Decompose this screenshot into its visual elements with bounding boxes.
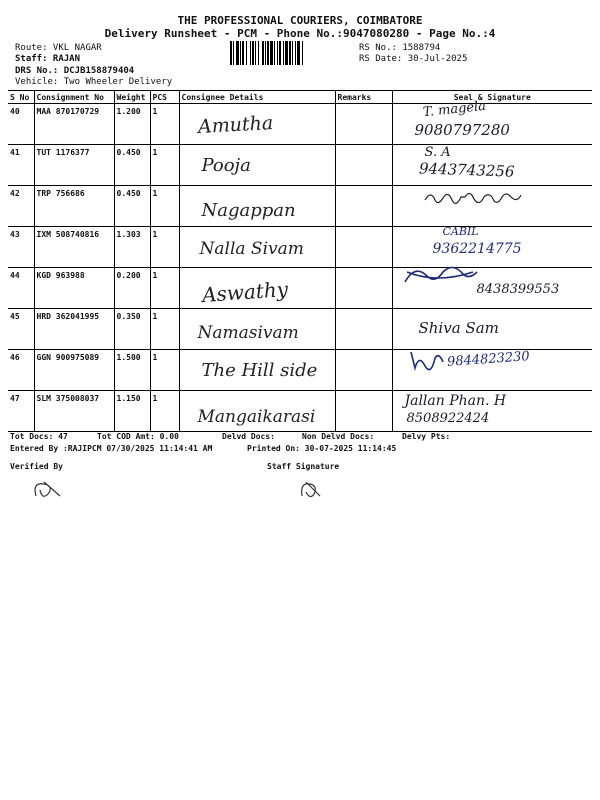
company-title: THE PROFESSIONAL COURIERS, COIMBATORE — [177, 14, 423, 27]
tot-docs: Tot Docs: 47 — [10, 432, 68, 441]
signature-text: T. magela — [421, 98, 487, 121]
row-consignee — [179, 391, 335, 432]
signature-phone: 9080797280 — [414, 121, 510, 139]
staff-signature-mark — [296, 478, 326, 500]
row-remarks — [335, 350, 392, 391]
row-remarks — [335, 391, 392, 432]
row-consignment: HRD 362041995 — [34, 309, 114, 350]
drs-number: DRS No.: DCJB158879404 — [15, 66, 135, 76]
row-weight: 1.200 — [114, 104, 150, 145]
row-remarks — [335, 268, 392, 309]
row-consignment: TRP 756686 — [34, 186, 114, 227]
consignee-handwriting: Amutha — [196, 112, 274, 138]
row-consignment: KGD 963988 — [34, 268, 114, 309]
row-consignee — [179, 309, 335, 350]
row-signature — [392, 145, 592, 186]
row-remarks — [335, 186, 392, 227]
rs-date: RS Date: 30-Jul-2025 — [359, 54, 468, 64]
verified-by-label: Verified By — [10, 462, 63, 471]
runsheet-table — [8, 90, 592, 432]
signature-phone: 9362214775 — [432, 241, 522, 257]
row-remarks — [335, 145, 392, 186]
signature-text: CABIL — [442, 225, 479, 238]
header-seal-signature: Seal & Signature — [392, 91, 592, 104]
row-consignment: SLM 375008037 — [34, 391, 114, 432]
row-sno: 45 — [8, 309, 34, 350]
row-sno: 42 — [8, 186, 34, 227]
table-row — [8, 350, 592, 391]
header-pcs: PCS — [150, 91, 179, 104]
scribbled-signature — [407, 348, 447, 374]
table-row — [8, 227, 592, 268]
rs-number: RS No.: 1588794 — [359, 43, 441, 53]
scribbled-signature — [401, 262, 481, 292]
tot-cod-amt: Tot COD Amt: 0.00 — [97, 432, 179, 441]
vehicle-label: Vehicle: Two Wheeler Delivery — [15, 77, 173, 87]
table-row — [8, 104, 592, 145]
signature-phone: 8508922424 — [406, 411, 490, 426]
row-remarks — [335, 309, 392, 350]
row-consignee — [179, 104, 335, 145]
signature-phone: 8438399553 — [476, 282, 560, 297]
row-pcs: 1 — [150, 104, 179, 145]
row-consignment: TUT 1176377 — [34, 145, 114, 186]
row-signature — [392, 350, 592, 391]
header-consignment: Consignment No — [34, 91, 114, 104]
row-weight: 0.200 — [114, 268, 150, 309]
delvd-docs: Delvd Docs: — [222, 432, 275, 441]
barcode — [230, 41, 352, 65]
table-row — [8, 309, 592, 350]
row-pcs: 1 — [150, 350, 179, 391]
row-weight: 0.350 — [114, 309, 150, 350]
signature-text: Shiva Sam — [418, 319, 499, 337]
verifier-signature-mark — [30, 478, 66, 500]
row-consignee — [179, 145, 335, 186]
table-row — [8, 145, 592, 186]
row-sno: 41 — [8, 145, 34, 186]
row-signature — [392, 98, 592, 145]
row-remarks — [335, 227, 392, 268]
table-row — [8, 186, 592, 227]
delvy-pts: Delvy Pts: — [402, 432, 451, 441]
signature-text: S. A — [424, 145, 451, 160]
header-weight: Weight — [114, 91, 150, 104]
row-sno: 43 — [8, 227, 34, 268]
row-consignee — [179, 227, 335, 268]
row-consignee — [179, 268, 335, 309]
row-pcs: 1 — [150, 227, 179, 268]
row-weight: 1.303 — [114, 227, 150, 268]
row-weight: 1.500 — [114, 350, 150, 391]
printed-on: Printed On: 30-07-2025 11:14:45 — [247, 444, 397, 453]
table-header-row — [8, 91, 592, 104]
barcode-bar — [303, 41, 304, 65]
non-delvd-docs: Non Delvd Docs: — [302, 432, 375, 441]
table-row — [8, 268, 592, 309]
row-consignment: IXM 508740816 — [34, 227, 114, 268]
row-sno: 47 — [8, 391, 34, 432]
consignee-handwriting: Mangaikarasi — [197, 407, 316, 427]
row-pcs: 1 — [150, 268, 179, 309]
row-remarks — [335, 104, 392, 145]
row-sno: 40 — [8, 104, 34, 145]
staff-label: Staff: RAJAN — [15, 54, 81, 64]
row-consignee — [179, 350, 335, 391]
consignee-handwriting: Nalla Sivam — [199, 239, 304, 259]
signature-phone: 9844823230 — [446, 349, 530, 370]
row-pcs: 1 — [150, 391, 179, 432]
row-signature — [392, 391, 592, 432]
consignee-handwriting: Pooja — [201, 155, 251, 176]
consignee-handwriting: Namasivam — [197, 323, 299, 343]
row-signature — [392, 268, 592, 309]
tamil-signature-scribble — [423, 188, 543, 208]
route-label: Route: VKL NAGAR — [15, 43, 102, 53]
row-sno: 44 — [8, 268, 34, 309]
row-consignment: MAA 870170729 — [34, 104, 114, 145]
header-remarks: Remarks — [335, 91, 392, 104]
entered-by: Entered By :RAJIPCM 07/30/2025 11:14:41 AM — [10, 444, 213, 453]
header-consignee: Consignee Details — [179, 91, 335, 104]
row-weight: 0.450 — [114, 145, 150, 186]
header-sno: S No — [8, 91, 34, 104]
row-pcs: 1 — [150, 186, 179, 227]
consignee-handwriting: Aswathy — [200, 277, 289, 307]
row-signature — [392, 186, 592, 227]
row-sno: 46 — [8, 350, 34, 391]
consignee-handwriting: Nagappan — [201, 200, 296, 221]
row-consignee — [179, 186, 335, 227]
row-weight: 1.150 — [114, 391, 150, 432]
row-pcs: 1 — [150, 309, 179, 350]
row-signature — [392, 309, 592, 350]
signature-text: Jallan Phan. H — [404, 393, 507, 409]
row-weight: 0.450 — [114, 186, 150, 227]
row-consignment: GGN 900975089 — [34, 350, 114, 391]
signature-phone: 9443743256 — [418, 159, 515, 181]
table-row — [8, 391, 592, 432]
consignee-handwriting: The Hill side — [201, 360, 318, 381]
row-pcs: 1 — [150, 145, 179, 186]
staff-signature-label: Staff Signature — [267, 462, 340, 471]
runsheet-subtitle: Delivery Runsheet - PCM - Phone No.:9047080280 - Page No.:4 — [104, 27, 496, 40]
